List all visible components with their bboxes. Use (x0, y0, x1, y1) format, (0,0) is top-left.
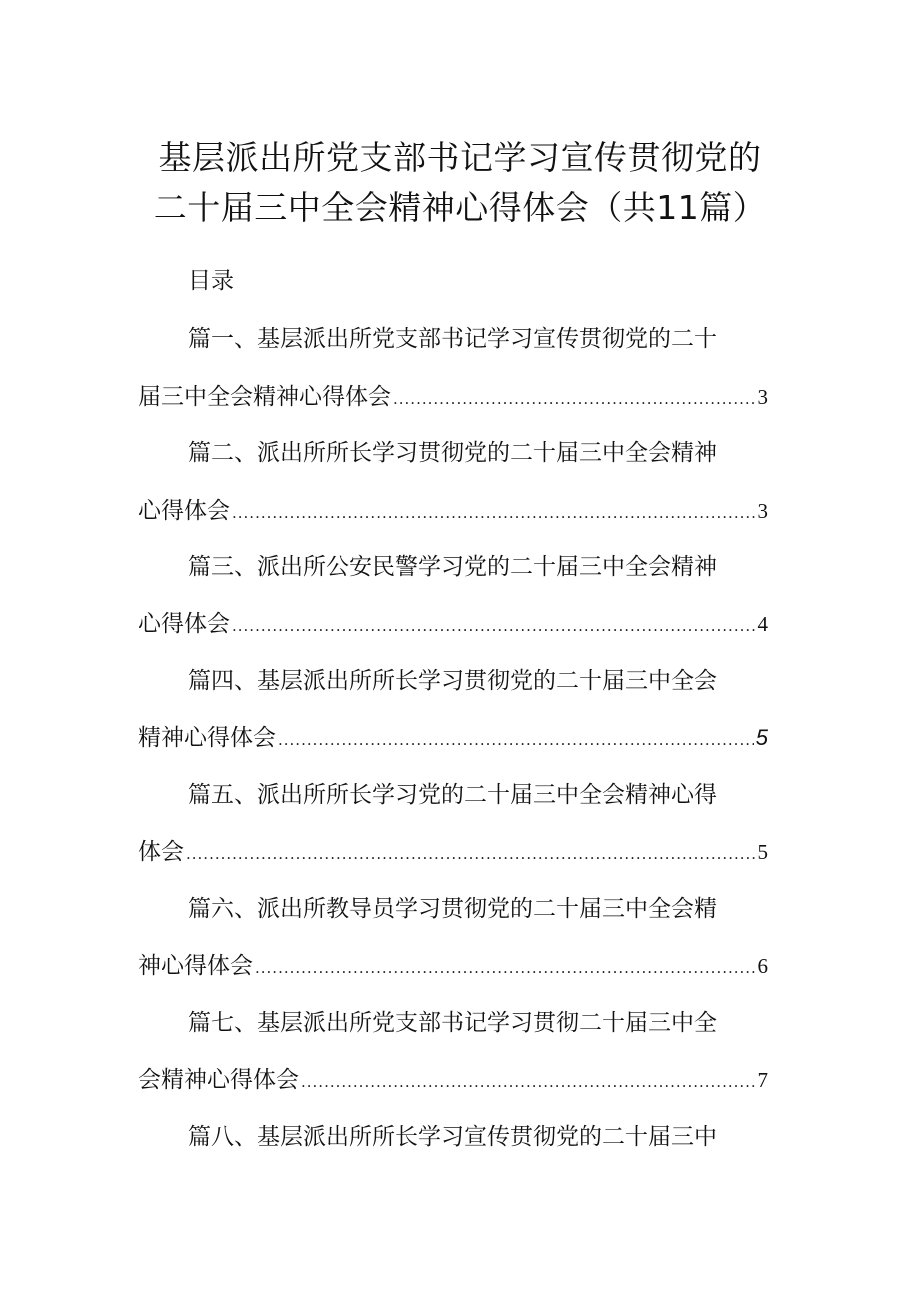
toc-entry-5-text: 体会 (138, 839, 184, 865)
toc-entry-8-line-1[interactable]: 篇八、基层派出所所长学习宣传贯彻党的二十届三中 (188, 1124, 717, 1150)
dot-leader (393, 382, 756, 416)
dot-leader (301, 1065, 756, 1099)
toc-entry-6-text: 神心得体会 (138, 953, 253, 979)
toc-entry-2-page: 3 (757, 499, 768, 523)
toc-entry-2-line-2[interactable] (138, 494, 768, 530)
toc-entry-3-page: 4 (757, 612, 768, 636)
toc-entry-7-line-1[interactable]: 篇七、基层派出所党支部书记学习贯彻二十届三中全 (188, 1010, 717, 1036)
toc-entry-1-text: 届三中全会精神心得体会 (138, 384, 391, 410)
toc-entry-1-line-2[interactable] (138, 380, 768, 416)
dot-leader (232, 496, 756, 530)
dot-leader (232, 609, 756, 643)
toc-entry-4-line-2[interactable] (138, 721, 768, 757)
toc-entry-1-page: 3 (757, 385, 768, 409)
toc-entry-2-line-1[interactable]: 篇二、派出所所长学习贯彻党的二十届三中全会精神 (188, 440, 717, 466)
toc-entry-6-line-1[interactable]: 篇六、派出所教导员学习贯彻党的二十届三中全会精 (188, 896, 717, 922)
document-title-line-2: 二十届三中全会精神心得体会（共11篇） (153, 188, 767, 227)
toc-entry-4-page: 5 (755, 725, 768, 750)
toc-entry-1-line-1[interactable]: 篇一、基层派出所党支部书记学习宣传贯彻党的二十 (188, 326, 717, 352)
toc-entry-3-line-2[interactable] (138, 607, 768, 643)
toc-entry-2-text: 心得体会 (138, 498, 230, 524)
dot-leader (278, 723, 754, 757)
toc-entry-3-text: 心得体会 (138, 611, 230, 637)
toc-entry-3-line-1[interactable]: 篇三、派出所公安民警学习党的二十届三中全会精神 (188, 554, 717, 580)
toc-entry-7-page: 7 (757, 1068, 768, 1092)
toc-entry-5-page: 5 (757, 840, 768, 864)
dot-leader (186, 837, 756, 871)
toc-entry-4-line-1[interactable]: 篇四、基层派出所所长学习贯彻党的二十届三中全会 (188, 668, 717, 694)
toc-entry-4-text: 精神心得体会 (138, 725, 276, 751)
toc-heading: 目录 (188, 268, 234, 294)
toc-entry-5-line-2[interactable] (138, 835, 768, 871)
dot-leader (255, 951, 756, 985)
document-title-line-1: 基层派出所党支部书记学习宣传贯彻党的 (158, 138, 762, 177)
toc-entry-6-line-2[interactable] (138, 949, 768, 985)
toc-entry-6-page: 6 (757, 954, 768, 978)
toc-entry-7-text: 会精神心得体会 (138, 1067, 299, 1093)
toc-entry-5-line-1[interactable]: 篇五、派出所所长学习党的二十届三中全会精神心得 (188, 782, 717, 808)
toc-entry-7-line-2[interactable] (138, 1063, 768, 1099)
